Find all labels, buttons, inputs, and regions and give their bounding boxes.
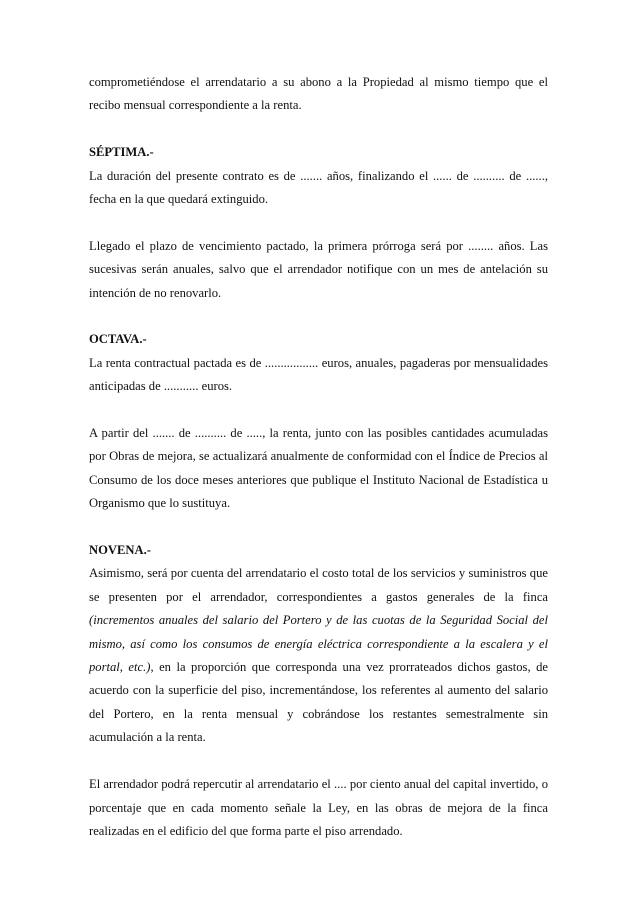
paragraph-octava-rent: La renta contractual pactada es de ................. euros, anuales, pagaderas por mensualidades anticipadas de ........... euros. xyxy=(89,355,548,394)
clause-heading-novena: NOVENA.- xyxy=(89,543,151,558)
spacer xyxy=(89,211,548,234)
spacer xyxy=(89,399,548,422)
paragraph-novena-services xyxy=(89,562,548,749)
paragraph-septima-extension: Llegado el plazo de vencimiento pactado, la primera prórroga será por ........ años. Las sucesivas serán anuales, salvo que el arrendador notifique con un mes de antelación su intención de no renovarlo. xyxy=(89,238,548,300)
paragraph-septima-duration: La duración del presente contrato es de ....... años, finalizando el ...... de .......... de ......, fecha en la que quedará extinguido. xyxy=(89,168,548,207)
paragraph-novena-services-italic: (incrementos anuales del salario del Portero y de las cuotas de la Seguridad Social del mismo, así como los consumos de energía eléctrica correspondiente a la escalera y el portal, etc.) xyxy=(89,613,548,675)
paragraph-continuation: comprometiéndose el arrendatario a su abono a la Propiedad al mismo tiempo que el recibo mensual correspondiente a la renta. xyxy=(89,75,548,113)
paragraph-novena-services-part1: Asimismo, será por cuenta del arrendatario el costo total de los servicios y suministros que se presenten por el arrendador, correspondientes a gastos generales de la finca xyxy=(89,566,548,604)
paragraph-octava-update: A partir del ....... de .......... de ....., la renta, junto con las posibles cantidades acumuladas por Obras de mejora, se actualizará anualmente de conformidad con el Índice de Precios al Consumo de los doce meses anteriores que publique el Instituto Nacional de Estadística u Organismo que lo sustituya. xyxy=(89,426,548,511)
clause-heading-septima: SÉPTIMA.- xyxy=(89,145,154,160)
clause-heading-octava: OCTAVA.- xyxy=(89,332,147,347)
spacer xyxy=(89,516,548,539)
spacer xyxy=(89,118,548,141)
paragraph-novena-improvements: El arrendador podrá repercutir al arrendatario el .... por ciento anual del capital invertido, o porcentaje que en cada momento señale la Ley, en las obras de mejora de la finca realizadas en el edificio del que forma parte el piso arrendado. xyxy=(89,777,548,838)
paragraph-novena-services-part2: , en la proporción que corresponda una vez prorrateados dichos gastos, de acuerdo con la superficie del piso, incrementándose, los referentes al aumento del salario del Portero, en la renta mensual y cobrándose los restantes semestralmente sin acumulación a la renta. xyxy=(89,660,548,745)
spacer xyxy=(89,750,548,773)
spacer xyxy=(89,305,548,328)
document-page xyxy=(89,71,548,843)
